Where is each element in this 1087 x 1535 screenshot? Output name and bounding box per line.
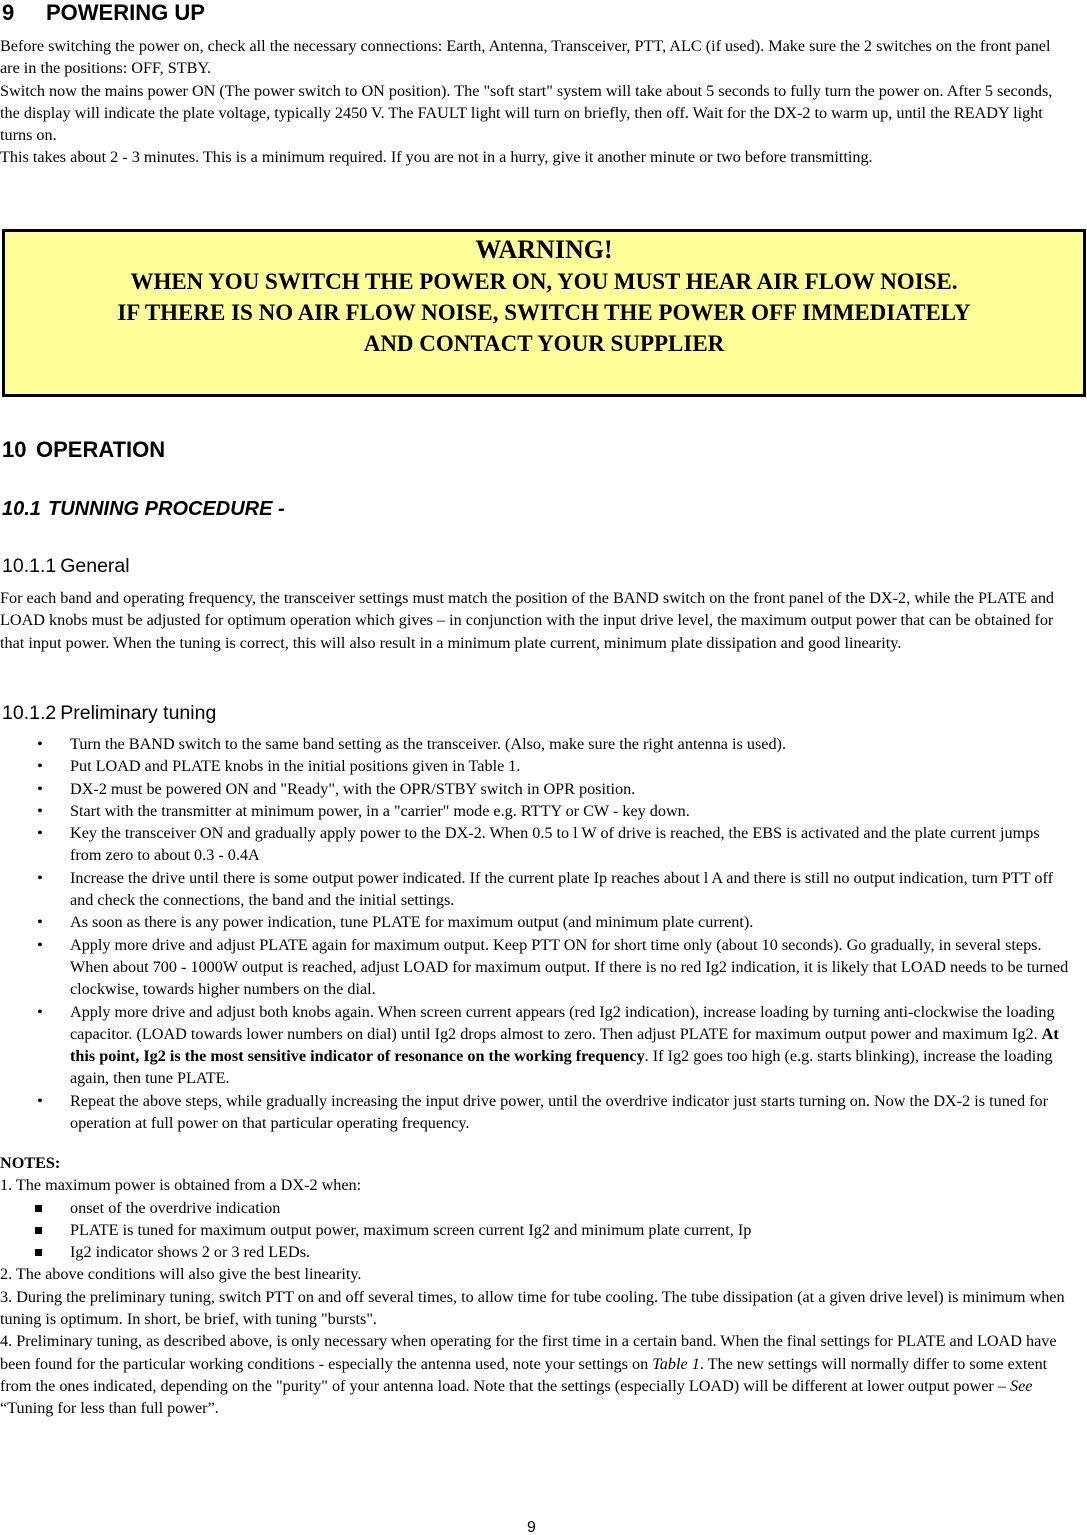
section-number: 10: [2, 437, 27, 462]
bullet-icon: •: [37, 824, 43, 843]
bullet-icon: •: [37, 801, 43, 820]
bullet-icon: •: [37, 913, 43, 932]
list-item: • Key the transceiver ON and gradually apply power to the DX-2. When 0.5 to l W of drive is reached, the EBS is activated and the plate current jumps from zero to about 0.3 - 0.4A: [0, 822, 1075, 867]
heading-number: 10.1.1: [2, 555, 57, 577]
section-9-body: [0, 35, 1072, 169]
emphasis-text: At this point, Ig2 is the most sensitive indicator of resonance on the working frequency: [70, 1024, 1059, 1066]
notes-label: NOTES:: [0, 1154, 61, 1172]
section-title: POWERING UP: [46, 0, 205, 25]
paragraph: Switch now the mains power ON (The power switch to ON position). The "soft start" system will take about 5 seconds to fully turn the power on. After 5 seconds, the display will indicate the plate voltage, typically 2450 V. The FAULT light will turn on briefly, then off. Wait for the DX-2 to warm up, until the READY light turns on.: [0, 81, 1053, 145]
bullet-icon: •: [37, 757, 43, 776]
bullet-icon: •: [37, 779, 43, 798]
heading-title: General: [60, 555, 130, 577]
section-10-heading: [2, 437, 165, 463]
subsection-heading: [2, 497, 285, 521]
note-1: 1. The maximum power is obtained from a DX-2 when:: [0, 1176, 362, 1195]
square-bullet-icon: [35, 1227, 42, 1234]
bullet-icon: •: [37, 735, 43, 753]
list-item: onset of the overdrive indication: [0, 1197, 1075, 1219]
list-item: • Repeat the above steps, while gradually increasing the input drive power, until the overdrive indicator just starts turning on. Now the DX-2 is tuned for operation at full power on that particular operating frequency.: [0, 1090, 1075, 1135]
paragraph: Before switching the power on, check all the necessary connections: Earth, Antenna, Transceiver, PTT, ALC (if used). Make sure the 2 switches on the front panel are in the positions: OFF, STBY.: [0, 37, 1051, 78]
notes-block: [0, 1152, 1075, 1420]
list-item: • DX-2 must be powered ON and "Ready", with the OPR/STBY switch in OPR position.: [0, 778, 1075, 800]
list-item: PLATE is tuned for maximum output power, maximum screen current Ig2 and minimum plate current, Ip: [0, 1219, 1075, 1241]
list-item: • Apply more drive and adjust PLATE again for maximum output. Keep PTT ON for short time only (about 10 seconds). Go gradually, in several steps. When about 700 - 1000W output is reached, adjust LOAD for maximum output. If there is no red Ig2 indication, it is likely that LOAD needs to be turned clockwise, towards higher numbers on the dial.: [0, 934, 1075, 1001]
prelim-bullet-list: [0, 733, 1075, 1134]
general-paragraph: For each band and operating frequency, the transceiver settings must match the position of the BAND switch on the front panel of the DX-2, while the PLATE and LOAD knobs must be adjusted for optimum operation which gives – in conjunction with the input drive level, the maximum output power that can be obtained for that input power. When the tuning is correct, this will also result in a minimum plate current, minimum plate dissipation and good linearity.: [0, 589, 1055, 652]
bullet-icon: •: [37, 1091, 43, 1110]
square-bullet-icon: [35, 1205, 42, 1212]
list-item: • Put LOAD and PLATE knobs in the initial positions given in Table 1.: [0, 755, 1075, 777]
general-heading: [2, 554, 130, 578]
heading-number: 10.1.2: [2, 702, 57, 724]
list-item: • Start with the transmitter at minimum power, in a "carrier" mode e.g. RTTY or CW - key down.: [0, 800, 1075, 822]
list-item: • Increase the drive until there is some output power indicated. If the current plate Ip reaches about l A and there is still no output indication, turn PTT off and check the connections, the band and the initial settings.: [0, 867, 1075, 912]
subsection-title: TUNNING PROCEDURE -: [48, 498, 285, 520]
warning-line: IF THERE IS NO AIR FLOW NOISE, SWITCH THE POWER OFF IMMEDIATELY: [117, 300, 971, 325]
see-reference: See: [1009, 1376, 1033, 1395]
prelim-heading: [2, 701, 216, 725]
bullet-icon: •: [37, 868, 43, 887]
subsection-number: 10.1: [2, 498, 41, 520]
heading-title: Preliminary tuning: [60, 702, 217, 724]
section-number: 9: [2, 0, 15, 25]
list-item: Ig2 indicator shows 2 or 3 red LEDs.: [0, 1241, 1075, 1263]
bullet-icon: •: [37, 935, 43, 954]
warning-box: [2, 229, 1086, 397]
note-2: 2. The above conditions will also give the best linearity.: [0, 1265, 362, 1284]
list-item: • Apply more drive and adjust both knobs again. When screen current appears (red Ig2 indication), increase loading by turning anti-clockwise the loading capacitor. (LOAD towards lower numbers on dial) until Ig2 drops almost to zero. Then adjust PLATE for maximum output power and maximum Ig2. At this point, Ig2 is the most sensitive indicator of resonance on the working frequency. If Ig2 goes too high (e.g. starts blinking), increase the loading again, then tune PLATE.: [0, 1001, 1075, 1090]
bullet-icon: •: [37, 1002, 43, 1021]
warning-line: AND CONTACT YOUR SUPPLIER: [363, 331, 725, 356]
square-bullet-icon: [35, 1249, 42, 1256]
paragraph: This takes about 2 - 3 minutes. This is a minimum required. If you are not in a hurry, give it another minute or two before transmitting.: [0, 148, 873, 167]
warning-title: WARNING!: [475, 235, 613, 264]
warning-line: WHEN YOU SWITCH THE POWER ON, YOU MUST HEAR AIR FLOW NOISE.: [130, 269, 958, 294]
page-number: 9: [527, 1519, 536, 1535]
note-4: 4. Preliminary tuning, as described above, is only necessary when operating for the first time in a certain band. When the final settings for PLATE and LOAD have been found for the particular working conditions - especially the antenna used, note your settings on Table 1. The new settings will normally differ to some extent from the ones indicated, depending on the "purity" of your antenna load. Note that the settings (especially LOAD) will be different at lower output power – See “Tuning for less than full power”.: [0, 1332, 1057, 1418]
section-9-heading: [2, 0, 205, 26]
table-reference: Table 1: [652, 1354, 700, 1373]
list-item: • Turn the BAND switch to the same band setting as the transceiver. (Also, make sure the right antenna is used).: [0, 733, 1075, 755]
note-1-list: [0, 1197, 1075, 1264]
list-item: • As soon as there is any power indication, tune PLATE for maximum output (and minimum plate current).: [0, 911, 1075, 933]
note-3: 3. During the preliminary tuning, switch PTT on and off several times, to allow time for tube cooling. The tube dissipation (at a given drive level) is minimum when tuning is optimum. In short, be brief, with tuning "bursts".: [0, 1287, 1065, 1329]
section-title: OPERATION: [36, 437, 166, 462]
